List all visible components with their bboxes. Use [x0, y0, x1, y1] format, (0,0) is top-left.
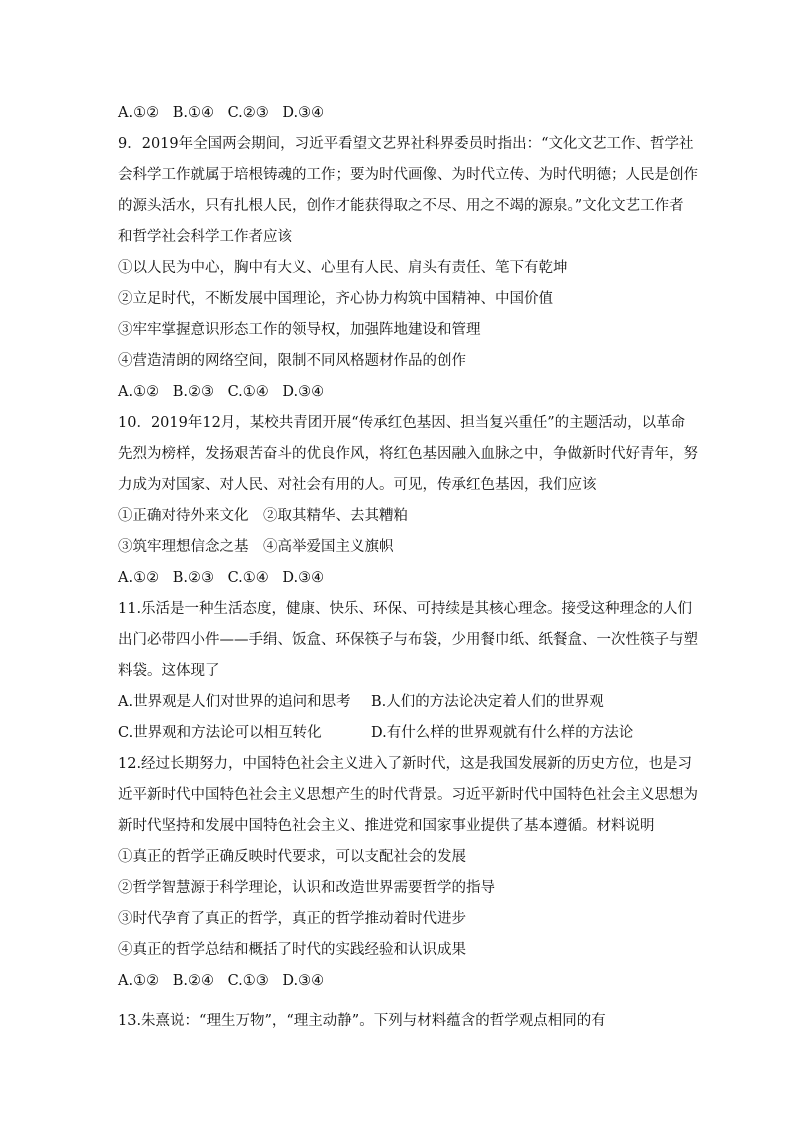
answer-b: B.②④ — [172, 973, 214, 989]
q11-stem-line: 11.乐活是一种生活态度，健康、快乐、环保、可持续是其核心理念。接受这种理念的人们 — [118, 601, 693, 617]
q9-stem-line: 会科学工作就属于培根铸魂的工作；要为时代画像、为时代立传、为时代明德；人民是创作 — [118, 167, 698, 183]
q12-item: ①真正的哲学正确反映时代要求，可以支配社会的发展 — [118, 849, 466, 865]
q9-item: ④营造清朗的网络空间，限制不同风格题材作品的创作 — [118, 353, 466, 369]
answer-b: B.②③ — [172, 570, 214, 586]
q9-stem-line: 的源头活水，只有扎根人民，创作才能获得取之不尽、用之不竭的源泉。”文化文艺工作者 — [118, 198, 684, 214]
question-12 — [118, 754, 698, 991]
q8-answer-choices — [118, 103, 678, 123]
q11-options-row — [118, 723, 678, 743]
q12-answer-choices — [118, 971, 678, 991]
exam-page — [118, 103, 698, 1031]
answer-a: A.①② — [118, 570, 160, 586]
q12-stem-line: 12.经过长期努力，中国特色社会主义进入了新时代，这是我国发展新的历史方位，也是习 — [118, 756, 693, 772]
q13-stem-line: 13.朱熹说：“理生万物”，“理主动静”。下列与材料蕴含的哲学观点相同的有 — [118, 1013, 606, 1029]
q9-item: ③牢牢掌握意识形态工作的领导权，加强阵地建设和管理 — [118, 322, 481, 338]
q9-answer-choices — [118, 382, 678, 402]
option-b: B.人们的方法论决定着人们的世界观 — [371, 694, 604, 710]
option-a: A.世界观是人们对世界的追问和思考 — [118, 694, 351, 710]
answer-a: A.①② — [118, 384, 160, 400]
answer-d: D.③④ — [282, 384, 325, 400]
q10-stem-line: 力成为对国家、对人民、对社会有用的人。可见，传承红色基因，我们应该 — [118, 477, 597, 493]
q12-item: ②哲学智慧源于科学理论，认识和改造世界需要哲学的指导 — [118, 880, 495, 896]
answer-a: A.①② — [118, 973, 160, 989]
q9-item: ①以人民为中心，胸中有大义、心里有人民、肩头有责任、笔下有乾坤 — [118, 260, 568, 276]
q11-options-row — [118, 692, 678, 712]
option-d: D.有什么样的世界观就有什么样的方法论 — [371, 725, 634, 741]
q10-item: ③筑牢理想信念之基 ④高举爱国主义旗帜 — [118, 539, 394, 555]
answer-c: C.①④ — [227, 384, 269, 400]
q10-stem-line: 先烈为榜样，发扬艰苦奋斗的优良作风，将红色基因融入血脉之中，争做新时代好青年，努 — [118, 446, 698, 462]
question-13 — [118, 1011, 678, 1031]
answer-c: C.①③ — [227, 973, 269, 989]
option-c: C.世界观和方法论可以相互转化 — [118, 725, 322, 741]
answer-d: D.③④ — [282, 570, 325, 586]
answer-a: A.①② — [118, 105, 160, 121]
answer-b: B.①④ — [172, 105, 214, 121]
answer-c: C.①④ — [227, 570, 269, 586]
question-9 — [118, 134, 698, 402]
q9-stem-line: 和哲学社会科学工作者应该 — [118, 229, 292, 245]
answer-d: D.③④ — [282, 973, 325, 989]
answer-d: D.③④ — [282, 105, 325, 121]
q12-stem-line: 新时代坚持和发展中国特色社会主义、推进党和国家事业提供了基本遵循。材料说明 — [118, 818, 655, 834]
question-11 — [118, 599, 698, 743]
q12-item: ④真正的哲学总结和概括了时代的实践经验和认识成果 — [118, 942, 466, 958]
q10-item: ①正确对待外来文化 ②取其精华、去其糟粕 — [118, 508, 408, 524]
answer-c: C.②③ — [227, 105, 269, 121]
q10-answer-choices — [118, 568, 678, 588]
answer-b: B.②③ — [172, 384, 214, 400]
q9-stem-line: 9．2019年全国两会期间，习近平看望文艺界社科界委员时指出：“文化文艺工作、哲学社 — [118, 136, 694, 152]
question-10 — [118, 413, 698, 588]
q11-stem-line: 出门必带四小件——手绢、饭盒、环保筷子与布袋，少用餐巾纸、纸餐盒、一次性筷子与塑 — [118, 632, 698, 648]
q10-stem-line: 10．2019年12月，某校共青团开展“传承红色基因、担当复兴重任”的主题活动，以革命 — [118, 415, 686, 431]
q11-stem-line: 料袋。这体现了 — [118, 663, 220, 679]
q9-item: ②立足时代，不断发展中国理论，齐心协力构筑中国精神、中国价值 — [118, 291, 553, 307]
q12-stem-line: 近平新时代中国特色社会主义思想产生的时代背景。习近平新时代中国特色社会主义思想为 — [118, 787, 698, 803]
q12-item: ③时代孕育了真正的哲学，真正的哲学推动着时代进步 — [118, 911, 466, 927]
